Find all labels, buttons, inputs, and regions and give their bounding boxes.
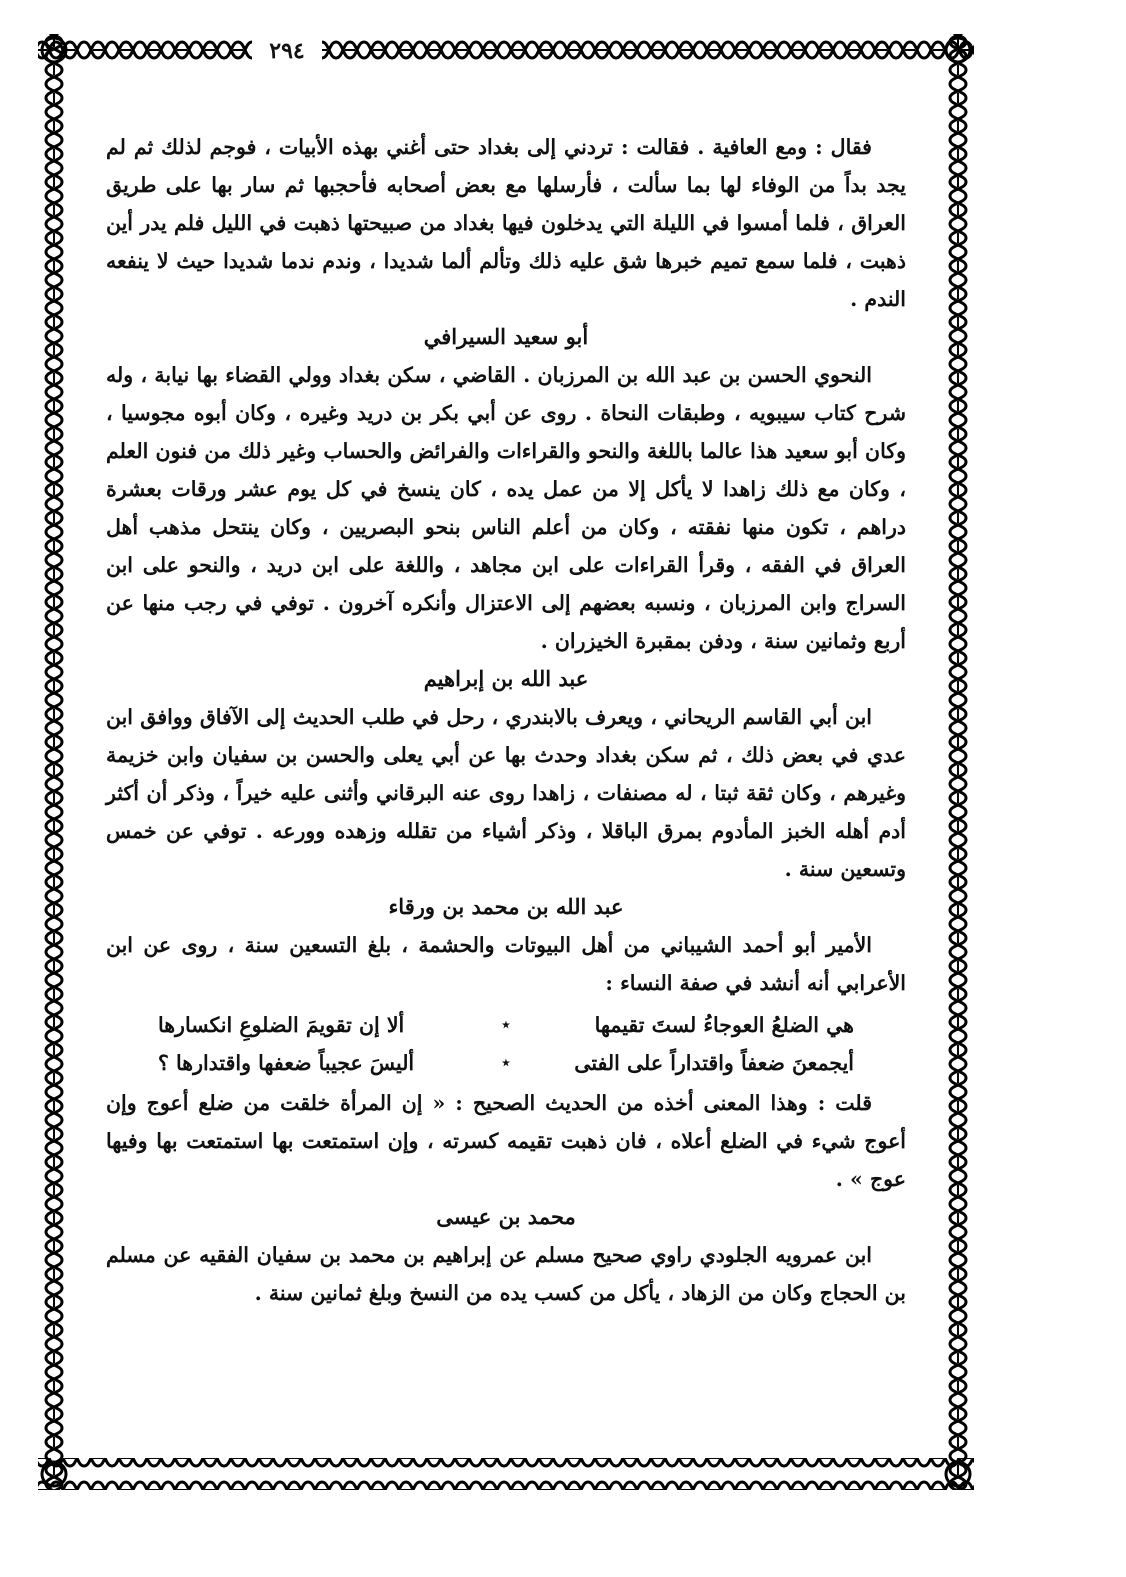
- page-body: [106, 128, 906, 1312]
- section-heading: عبد الله بن محمد بن ورقاء: [388, 894, 624, 919]
- page-number: ٢٩٤: [252, 36, 322, 66]
- paragraph: ابن أبي القاسم الريحاني ، ويعرف بالابندري ، رحل في طلب الحديث إلى الآفاق ووافق ابن عدي في بعض ذلك ، ثم سكن بغداد وحدث بها عن أبي يعلى والحسن بن سفيان وابن خزيمة وغيرهم ، وكان ثقة ثبتا ، له مصنفات ، زاهدا روى عنه البرقاني وأثنى عليه خيراً ، وذكر أن أكثر أدم أهله الخبز المأدوم بمرق الباقلا ، وذكر أشياء من تقلله وزهده وورعه . توفي عن خمس وتسعين سنة .: [106, 705, 906, 881]
- paragraph: النحوي الحسن بن عبد الله بن المرزبان . القاضي ، سكن بغداد وولي القضاء بها نيابة ، وله شرح كتاب سيبويه ، وطبقات النحاة . روى عن أبي بكر بن دريد وغيره ، وكان أبوه مجوسيا ، وكان أبو سعيد هذا عالما باللغة والنحو والقراءات والفرائض والحساب وغير ذلك من فنون العلم ، وكان مع ذلك زاهدا لا يأكل إلا من عمل يده ، كان ينسخ في كل يوم عشر ورقات بعشرة دراهم ، تكون منها نفقته ، وكان من أعلم الناس بنحو البصريين ، وكان ينتحل مذهب أهل العراق في الفقه ، وقرأ القراءات على ابن مجاهد ، واللغة على ابن دريد ، والنحو على ابن السراج وابن المرزبان ، ونسبه بعضهم إلى الاعتزال وأنكره آخرون . توفي في رجب منها عن أربع وثمانين سنة ، ودفن بمقبرة الخيزران .: [106, 363, 906, 653]
- paragraph: ابن عمرويه الجلودي راوي صحيح مسلم عن إبراهيم بن محمد بن سفيان الفقيه عن مسلم بن الحجاج وكان من الزهاد ، يأكل من كسب يده من النسخ وبلغ ثمانين سنة .: [106, 1243, 906, 1305]
- poem-verse: [106, 1044, 906, 1082]
- paragraph: الأمير أبو أحمد الشيباني من أهل البيوتات والحشمة ، بلغ التسعين سنة ، روى عن ابن الأعرابي أنه أنشد في صفة النساء :: [106, 933, 906, 995]
- section-heading: عبد الله بن إبراهيم: [423, 666, 589, 691]
- hemistich: أليسَ عجيباً ضعفها واقتدارها ؟: [158, 1051, 415, 1075]
- poem-verse: [106, 1006, 906, 1044]
- section-heading: محمد بن عيسى: [436, 1204, 576, 1229]
- verse-separator: ٭: [502, 1017, 510, 1033]
- poem: [106, 1006, 906, 1082]
- hemistich: أيجمعنَ ضعفاً واقتداراً على الفتى: [574, 1051, 854, 1075]
- paragraph: قلت : وهذا المعنى أخذه من الحديث الصحيح : « إن المرأة خلقت من ضلع أعوج وإن أعوج شيء في الضلع أعلاه ، فان ذهبت تقيمه كسرته ، وإن استمتعت بها استمتعت بها وفيها عوج » .: [106, 1091, 906, 1191]
- section-heading: أبو سعيد السيرافي: [423, 324, 589, 349]
- paragraph: فقال : ومع العافية . فقالت : تردني إلى بغداد حتى أغني بهذه الأبيات ، فوجم لذلك ثم لم يجد بداً من الوفاء لها بما سألت ، فأرسلها مع بعض أصحابه فأحجبها ثم سار بها على طريق العراق ، فلما أمسوا في الليلة التي يدخلون فيها بغداد من صبيحتها ذهبت في الليل فلم يدر أين ذهبت ، فلما سمع تميم خبرها شق عليه ذلك وتألم ألما شديدا ، وندم ندما شديدا حيث لا ينفعه الندم .: [106, 135, 906, 311]
- verse-separator: ٭: [502, 1055, 510, 1071]
- hemistich: ألا إن تقويمَ الضلوعِ انكسارها: [158, 1013, 405, 1037]
- hemistich: هي الضلعُ العوجاءُ لستَ تقيمها: [594, 1013, 854, 1037]
